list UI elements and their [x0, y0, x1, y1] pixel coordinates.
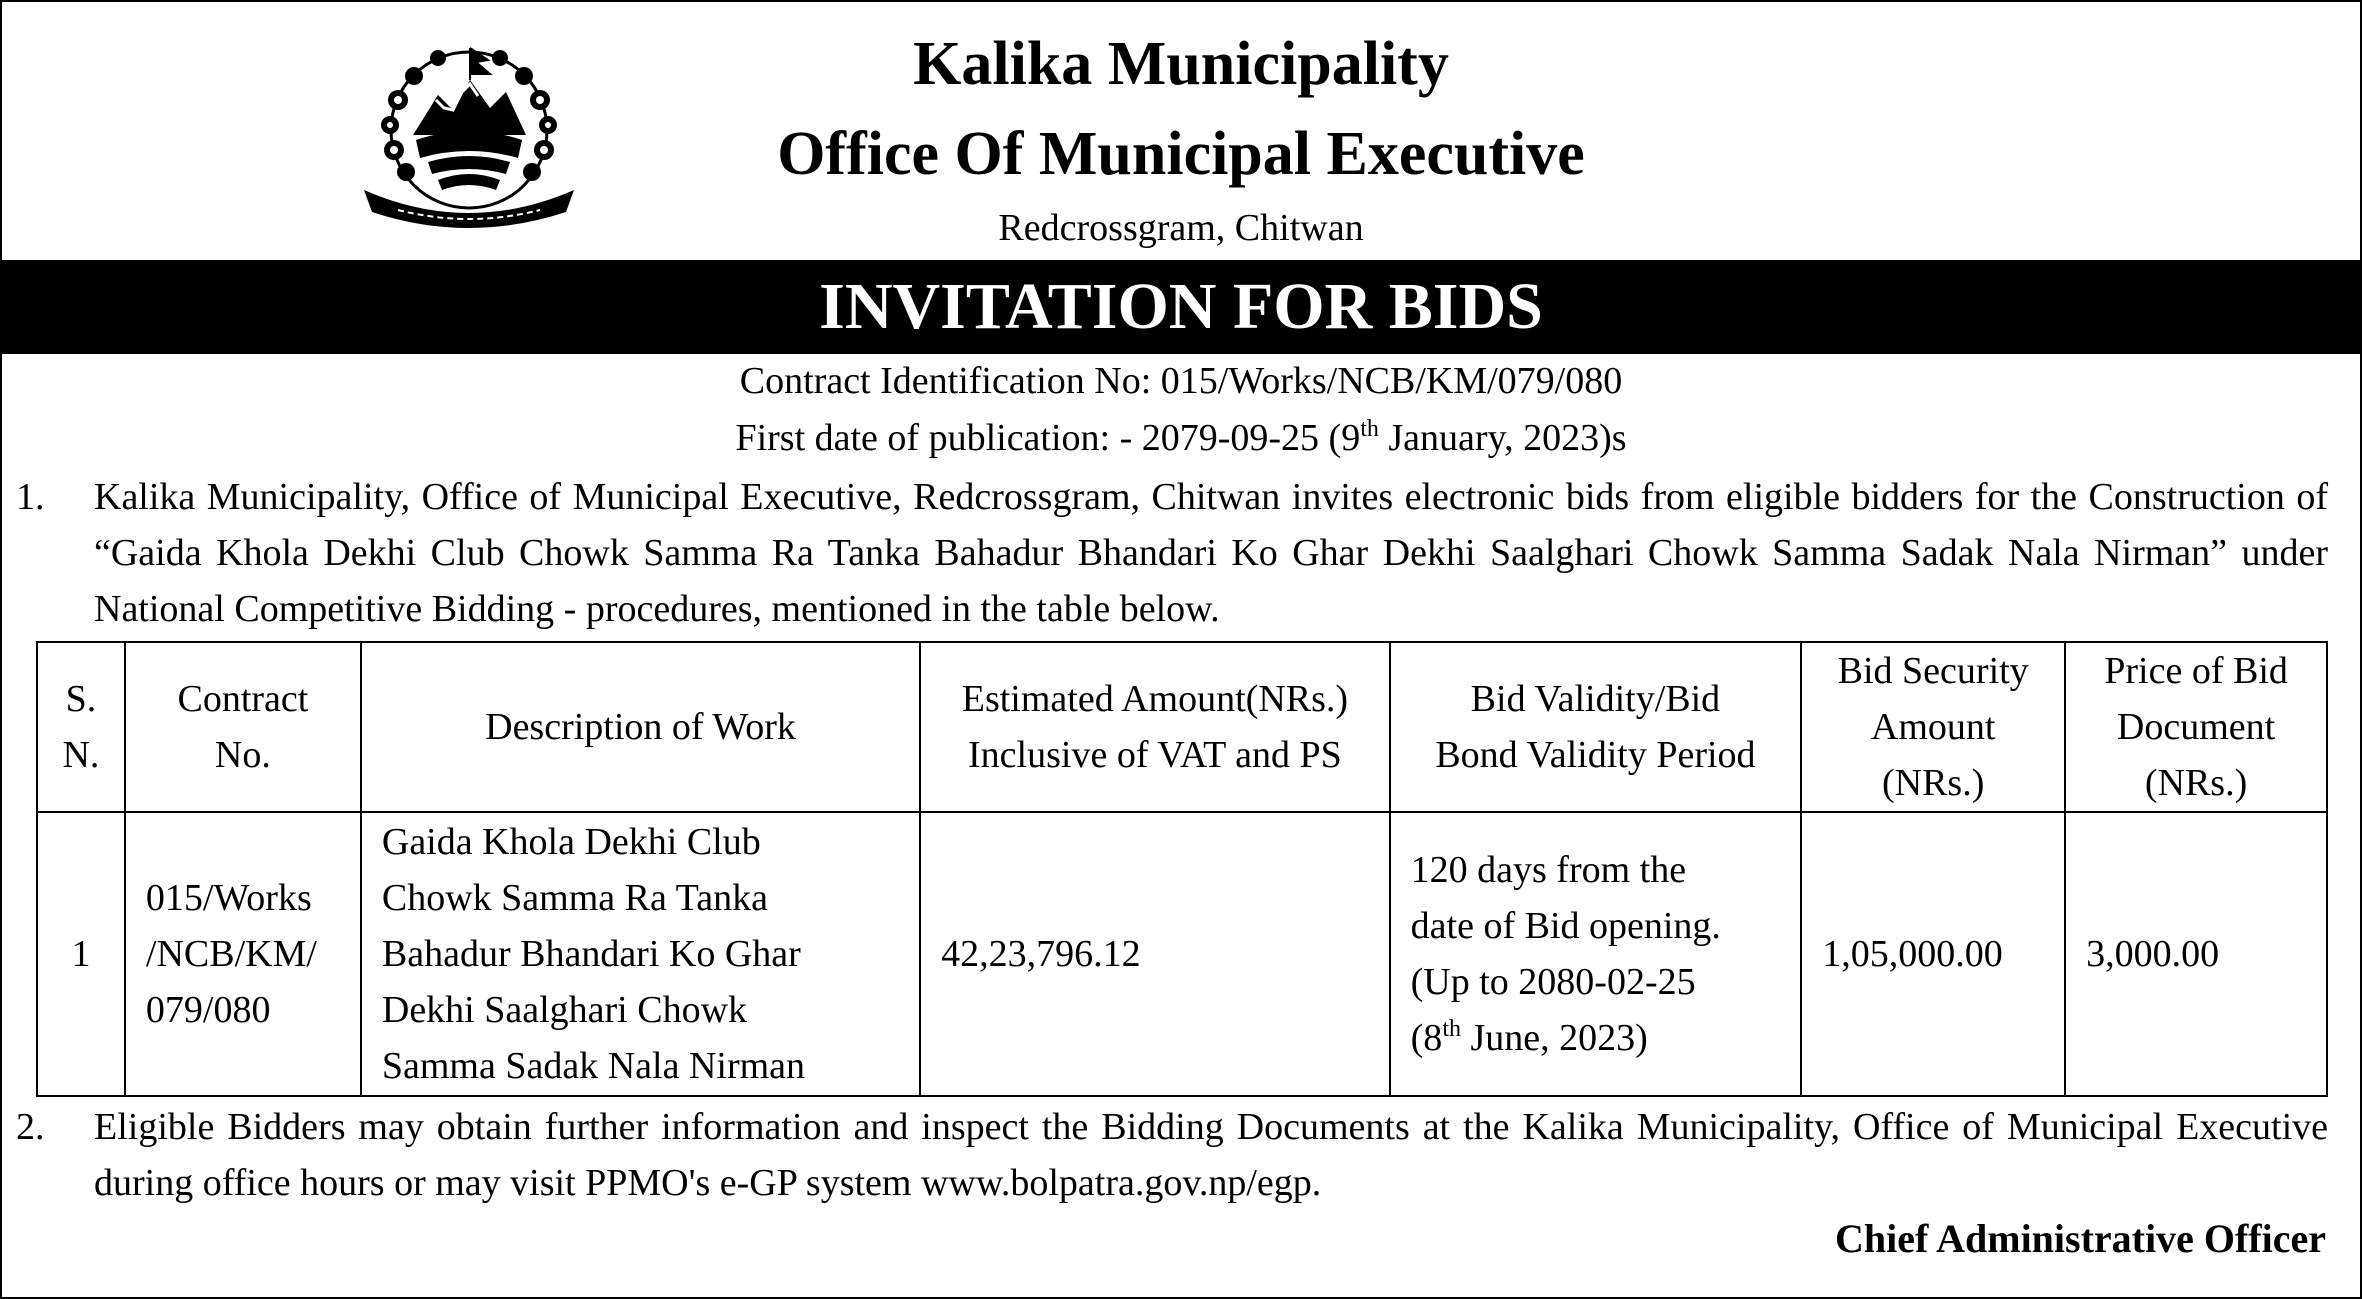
cell-description: Gaida Khola Dekhi Club Chowk Samma Ra Tanka Bahadur Bhandari Ko Ghar Dekhi Saalghari Chowk Samma Sadak Nala Nirman	[361, 812, 920, 1096]
cell-document-price: 3,000.00	[2065, 812, 2327, 1096]
cell-bid-validity: 120 days from the date of Bid opening. (Up to 2080-02-25 (8th June, 2023)	[1390, 812, 1802, 1096]
table-row	[37, 812, 2327, 1096]
contract-identification: Contract Identification No: 015/Works/NCB/KM/079/080	[739, 360, 1623, 402]
paragraph-text: Eligible Bidders may obtain further information and inspect the Bidding Documents at the Kalika Municipality, Office of Municipal Executive during office hours or may visit PPMO's e-GP system www.bolpatra.gov.np/egp.	[94, 1106, 2328, 1204]
header-sn: S. N.	[37, 642, 125, 812]
header-contract-no: Contract No.	[125, 642, 361, 812]
paragraph-2	[16, 1099, 2328, 1211]
municipality-name: Kalika Municipality	[913, 30, 1449, 98]
signature-title: Chief Administrative Officer	[1835, 1216, 2326, 1261]
cell-contract-no: 015/Works /NCB/KM/ 079/080	[125, 812, 361, 1096]
cell-bid-security: 1,05,000.00	[1801, 812, 2065, 1096]
banner-title: INVITATION FOR BIDS	[819, 270, 1543, 343]
header-bid-validity: Bid Validity/Bid Bond Validity Period	[1390, 642, 1802, 812]
notice-banner	[2, 260, 2360, 354]
header-document-price: Price of Bid Document (NRs.)	[2065, 642, 2327, 812]
header-estimated-amount: Estimated Amount(NRs.) Inclusive of VAT and PS	[920, 642, 1390, 812]
cell-sn: 1	[37, 812, 125, 1096]
table-header-row	[37, 642, 2327, 812]
paragraph-1	[16, 469, 2328, 637]
header-bid-security: Bid Security Amount (NRs.)	[1801, 642, 2065, 812]
paragraph-text: Kalika Municipality, Office of Municipal Executive, Redcrossgram, Chitwan invites electronic bids from eligible bidders for the Construction of “Gaida Khola Dekhi Club Chowk Samma Ra Tanka Bahadur Bhandari Ko Ghar Dekhi Saalghari Chowk Samma Sadak Nala Nirman” under National Competitive Bidding - procedures, mentioned in the table below.	[94, 476, 2328, 630]
office-address: Redcrossgram, Chitwan	[998, 207, 1364, 249]
header-description: Description of Work	[361, 642, 920, 812]
office-name: Office Of Municipal Executive	[777, 120, 1585, 188]
publication-date-suffix: January, 2023)s	[1378, 417, 1627, 459]
publication-date	[2, 415, 2360, 461]
paragraph-number: 2.	[16, 1106, 45, 1148]
publication-date-prefix: First date of publication: - 2079-09-25 (9	[735, 417, 1361, 459]
bid-table	[36, 641, 2328, 1097]
cell-estimated-amount: 42,23,796.12	[920, 812, 1390, 1096]
publication-date-sup: th	[1360, 416, 1379, 442]
paragraph-number: 1.	[16, 476, 45, 518]
